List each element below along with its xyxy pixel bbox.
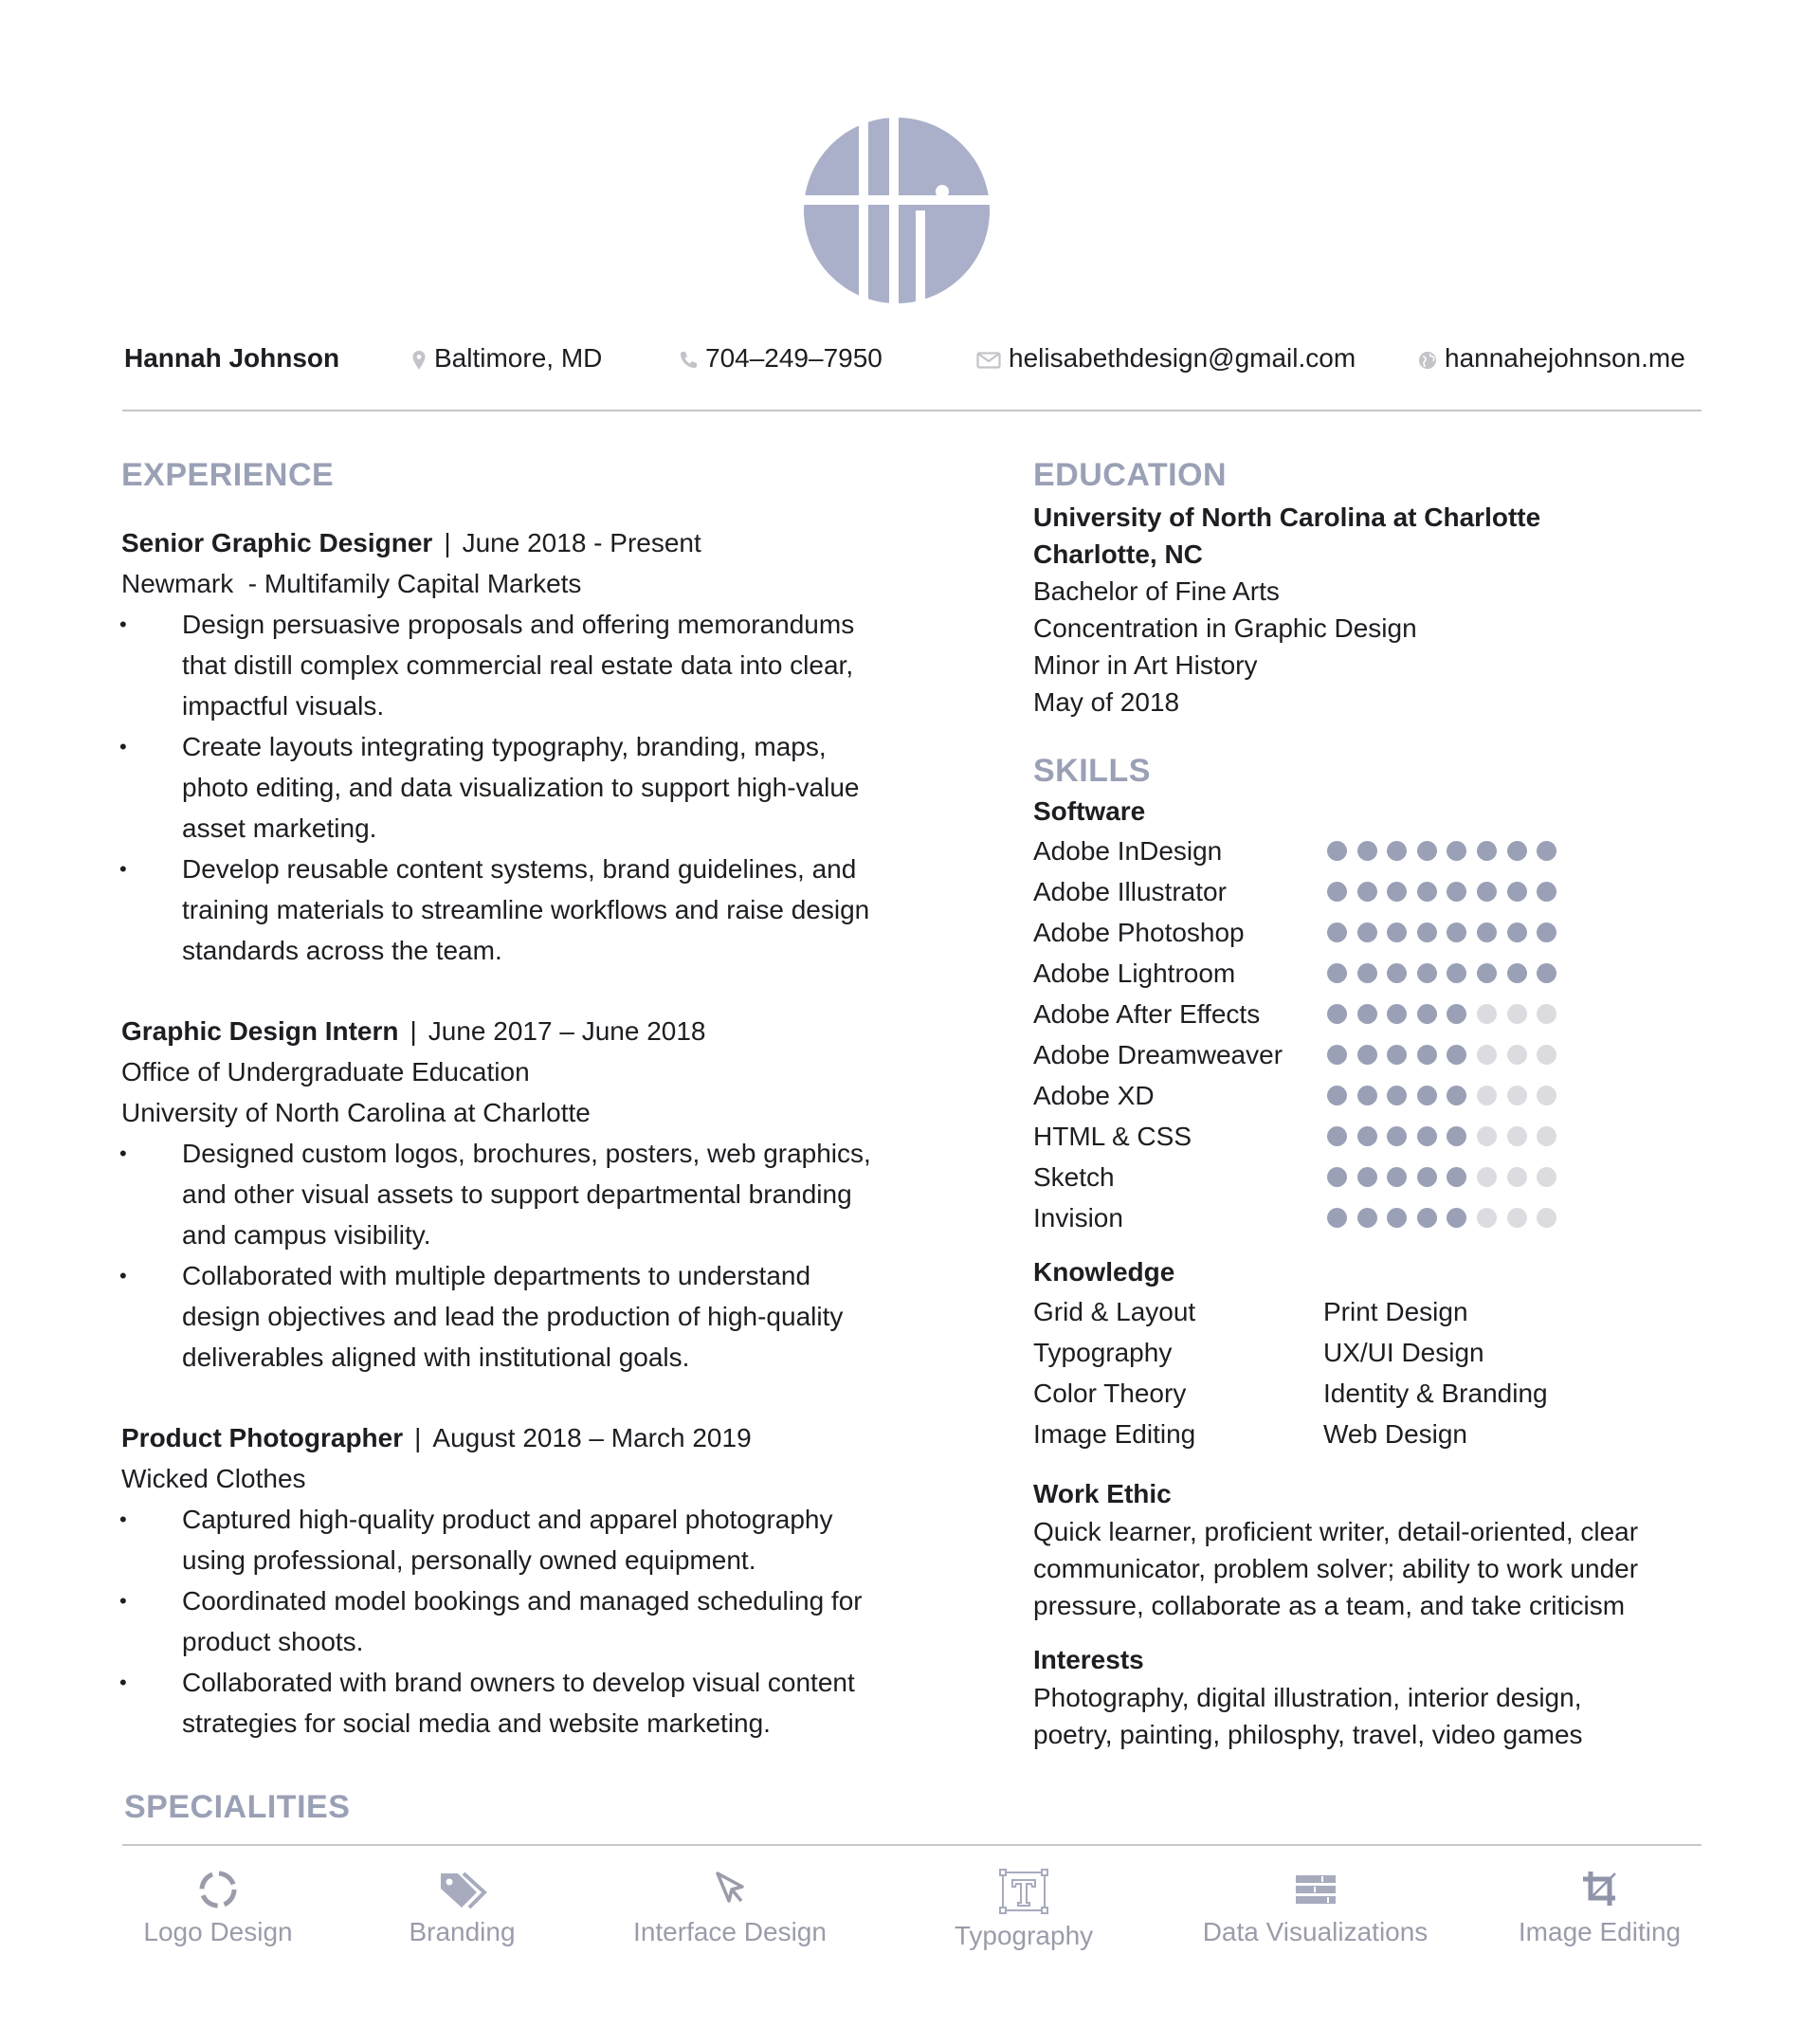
software-row	[1033, 1157, 1716, 1197]
bullet-line: product shoots.	[182, 1627, 364, 1656]
bullet-item	[121, 726, 937, 849]
software-name: Adobe XD	[1033, 1081, 1155, 1110]
knowledge-grid	[1033, 1291, 1716, 1454]
rating-dot-filled	[1387, 963, 1407, 983]
job-title: Senior Graphic Designer	[121, 528, 433, 557]
speciality-label: Logo Design	[143, 1917, 293, 1946]
work-ethic-line: Quick learner, proficient writer, detail-oriented, clear	[1033, 1517, 1639, 1546]
bullet-line: impactful visuals.	[182, 691, 385, 721]
rating-dot-filled	[1357, 922, 1377, 942]
rating-dot-filled	[1417, 1167, 1437, 1187]
software-name: HTML & CSS	[1033, 1122, 1192, 1151]
speciality-label: Branding	[409, 1917, 516, 1946]
contact-location	[411, 343, 602, 374]
rating-dot-empty	[1537, 1086, 1556, 1105]
bullet-line: • Collaborated with brand owners to develop visual content	[182, 1668, 855, 1697]
rating-dot-filled	[1417, 841, 1437, 861]
rating-dot-empty	[1477, 1208, 1497, 1228]
rating-dot-empty	[1537, 1208, 1556, 1228]
contact-name: Hannah Johnson	[124, 343, 340, 373]
knowledge-item: UX/UI Design	[1323, 1338, 1484, 1367]
contact-website	[1418, 343, 1685, 374]
rating-dot-filled	[1387, 841, 1407, 861]
rating-dot-filled	[1357, 963, 1377, 983]
rating-dot-filled	[1417, 1045, 1437, 1065]
rating-dot-filled	[1327, 882, 1347, 902]
rating-dot-filled	[1417, 882, 1437, 902]
skill-rating	[1327, 1197, 1567, 1238]
bullet-line: using professional, personally owned equipment.	[182, 1545, 756, 1575]
contact-phone	[679, 343, 883, 374]
graduation-date: May of 2018	[1033, 687, 1180, 717]
bullet-line: asset marketing.	[182, 813, 377, 843]
rating-dot-filled	[1357, 1004, 1377, 1024]
education-section	[1033, 453, 1716, 721]
bars-icon	[1293, 1868, 1338, 1911]
rating-dot-empty	[1507, 1086, 1527, 1105]
rating-dot-filled	[1357, 1045, 1377, 1065]
experience-section	[121, 453, 937, 1744]
bullet-line: • Captured high-quality product and apparel photography	[182, 1505, 833, 1534]
rating-dot-filled	[1417, 963, 1437, 983]
location-text: Baltimore, MD	[434, 343, 603, 373]
rating-dot-filled	[1387, 1086, 1407, 1105]
work-ethic-line: pressure, collaborate as a team, and take criticism	[1033, 1591, 1626, 1620]
software-name: Adobe Photoshop	[1033, 918, 1245, 947]
speciality-label: Image Editing	[1518, 1917, 1682, 1946]
rating-dot-filled	[1447, 963, 1466, 983]
rating-dot-filled	[1327, 1004, 1347, 1024]
job-dates: August 2018 – March 2019	[432, 1423, 752, 1452]
speciality-label: Data Visualizations	[1202, 1917, 1429, 1946]
rating-dot-filled	[1357, 1086, 1377, 1105]
school-city: Charlotte, NC	[1033, 539, 1203, 569]
location-pin-icon	[411, 350, 427, 371]
bullet-line: strategies for social media and website marketing.	[182, 1708, 771, 1738]
rating-dot-filled	[1447, 1126, 1466, 1146]
rating-dot-filled	[1507, 963, 1527, 983]
job-org: Office of Undergraduate Education	[121, 1057, 530, 1087]
interests-heading: Interests	[1033, 1645, 1144, 1674]
bullet-line: • Develop reusable content systems, brand guidelines, and	[182, 854, 857, 884]
knowledge-item: Grid & Layout	[1033, 1297, 1196, 1326]
rating-dot-empty	[1537, 1045, 1556, 1065]
globe-icon	[1418, 351, 1437, 370]
speciality-label: Typography	[954, 1921, 1094, 1950]
tag-icon	[437, 1868, 488, 1911]
mail-icon	[976, 352, 1001, 369]
interests-text	[1033, 1679, 1697, 1753]
rating-dot-filled	[1387, 1208, 1407, 1228]
rating-dot-filled	[1447, 882, 1466, 902]
speciality-image-editing	[1507, 1868, 1692, 1947]
rating-dot-filled	[1387, 882, 1407, 902]
bullet-item	[121, 1133, 937, 1255]
software-row	[1033, 1197, 1716, 1238]
bullet-item	[121, 604, 937, 726]
email-text[interactable]: helisabethdesign@gmail.com	[1009, 343, 1356, 373]
software-name: Invision	[1033, 1203, 1123, 1233]
skill-rating	[1327, 994, 1567, 1034]
skill-rating	[1327, 1075, 1567, 1116]
rating-dot-empty	[1477, 1167, 1497, 1187]
rating-dot-filled	[1477, 841, 1497, 861]
rating-dot-empty	[1537, 1126, 1556, 1146]
rating-dot-filled	[1477, 963, 1497, 983]
rating-dot-filled	[1417, 1086, 1437, 1105]
software-row	[1033, 1116, 1716, 1157]
skill-rating	[1327, 912, 1567, 953]
software-row	[1033, 953, 1716, 994]
bullet-line: design objectives and lead the production of high-quality	[182, 1302, 844, 1331]
bullet-line: • Collaborated with multiple departments to understand	[182, 1261, 811, 1290]
bullet-line: training materials to streamline workflows and raise design	[182, 895, 870, 924]
crop-icon	[1577, 1868, 1623, 1911]
job-entry	[121, 522, 937, 971]
job-entry	[121, 1011, 937, 1378]
job-title: Graphic Design Intern	[121, 1016, 399, 1046]
rating-dot-filled	[1327, 1126, 1347, 1146]
software-row	[1033, 871, 1716, 912]
bullet-line: that distill complex commercial real estate data into clear,	[182, 650, 854, 680]
rating-dot-empty	[1477, 1086, 1497, 1105]
rating-dot-filled	[1537, 963, 1556, 983]
logo-design-icon	[196, 1868, 240, 1911]
skill-rating	[1327, 1116, 1567, 1157]
school-name: University of North Carolina at Charlotte	[1033, 502, 1541, 532]
software-heading: Software	[1033, 796, 1146, 826]
work-ethic-text	[1033, 1513, 1697, 1624]
contact-email	[976, 343, 1356, 374]
bullet-line: standards across the team.	[182, 936, 502, 965]
knowledge-heading: Knowledge	[1033, 1257, 1175, 1287]
rating-dot-filled	[1327, 1045, 1347, 1065]
rating-dot-filled	[1387, 1045, 1407, 1065]
knowledge-item: Color Theory	[1033, 1379, 1187, 1408]
job-separator: |	[444, 528, 451, 557]
software-name: Sketch	[1033, 1162, 1115, 1192]
job-separator: |	[410, 1016, 417, 1046]
skill-rating	[1327, 953, 1567, 994]
software-name: Adobe Dreamweaver	[1033, 1040, 1283, 1069]
bullet-line: photo editing, and data visualization to support high-value	[182, 773, 860, 802]
skill-rating	[1327, 1034, 1567, 1075]
job-dates: June 2017 – June 2018	[428, 1016, 706, 1046]
bullet-line: • Coordinated model bookings and managed scheduling for	[182, 1586, 863, 1616]
bullet-item	[121, 1580, 937, 1662]
job-bullets	[121, 1133, 937, 1378]
software-name: Adobe Illustrator	[1033, 877, 1227, 906]
rating-dot-filled	[1447, 1208, 1466, 1228]
rating-dot-filled	[1417, 1208, 1437, 1228]
rating-dot-filled	[1477, 922, 1497, 942]
rating-dot-filled	[1327, 841, 1347, 861]
cursor-icon	[708, 1868, 752, 1911]
bullet-line: • Design persuasive proposals and offering memorandums	[182, 610, 855, 639]
type-icon	[998, 1868, 1049, 1915]
monogram-logo	[802, 116, 992, 305]
rating-dot-filled	[1387, 922, 1407, 942]
rating-dot-filled	[1447, 1004, 1466, 1024]
bullet-line: deliverables aligned with institutional goals.	[182, 1342, 690, 1372]
rating-dot-filled	[1477, 882, 1497, 902]
software-name: Adobe After Effects	[1033, 999, 1261, 1029]
rating-dot-filled	[1357, 1167, 1377, 1187]
bullet-line: and other visual assets to support departmental branding	[182, 1179, 852, 1209]
software-row	[1033, 831, 1716, 871]
bullet-item	[121, 1499, 937, 1580]
bullet-item	[121, 1662, 937, 1744]
software-row	[1033, 912, 1716, 953]
rating-dot-filled	[1447, 841, 1466, 861]
education-heading: EDUCATION	[1033, 457, 1228, 493]
rating-dot-filled	[1537, 922, 1556, 942]
rating-dot-filled	[1447, 1167, 1466, 1187]
job-title-line	[121, 522, 937, 563]
knowledge-item: Image Editing	[1033, 1419, 1196, 1449]
rating-dot-filled	[1387, 1167, 1407, 1187]
skill-rating	[1327, 831, 1567, 871]
rating-dot-empty	[1477, 1004, 1497, 1024]
job-title-line	[121, 1417, 937, 1458]
rating-dot-empty	[1537, 1004, 1556, 1024]
rating-dot-filled	[1447, 1045, 1466, 1065]
rating-dot-filled	[1327, 963, 1347, 983]
work-ethic-heading: Work Ethic	[1033, 1479, 1172, 1508]
rating-dot-empty	[1507, 1208, 1527, 1228]
job-org: University of North Carolina at Charlotte	[121, 1098, 591, 1127]
knowledge-item: Typography	[1033, 1338, 1173, 1367]
rating-dot-filled	[1447, 922, 1466, 942]
rating-dot-empty	[1477, 1045, 1497, 1065]
rating-dot-filled	[1357, 1126, 1377, 1146]
interests-line: poetry, painting, philosphy, travel, video games	[1033, 1720, 1583, 1749]
job-org: Newmark - Multifamily Capital Markets	[121, 569, 582, 598]
bullet-line: and campus visibility.	[182, 1220, 431, 1250]
rating-dot-filled	[1507, 841, 1527, 861]
rating-dot-empty	[1507, 1126, 1527, 1146]
bullet-line: • Designed custom logos, brochures, posters, web graphics,	[182, 1139, 871, 1168]
speciality-label: Interface Design	[633, 1917, 827, 1946]
rating-dot-filled	[1417, 922, 1437, 942]
header-divider	[122, 410, 1702, 411]
bullet-item	[121, 849, 937, 971]
skill-rating	[1327, 871, 1567, 912]
rating-dot-filled	[1327, 1086, 1347, 1105]
rating-dot-empty	[1477, 1126, 1497, 1146]
phone-icon	[679, 351, 698, 370]
skills-heading: SKILLS	[1033, 753, 1151, 789]
rating-dot-filled	[1417, 1004, 1437, 1024]
job-title-line	[121, 1011, 937, 1051]
rating-dot-filled	[1507, 882, 1527, 902]
rating-dot-filled	[1357, 882, 1377, 902]
job-entry	[121, 1417, 937, 1744]
rating-dot-filled	[1327, 922, 1347, 942]
speciality-interface-design	[626, 1868, 834, 1947]
specialities-divider	[122, 1844, 1702, 1846]
specialities-heading: SPECIALITIES	[124, 1789, 351, 1825]
job-title: Product Photographer	[121, 1423, 404, 1452]
knowledge-item: Print Design	[1323, 1297, 1468, 1326]
rating-dot-filled	[1387, 1004, 1407, 1024]
rating-dot-empty	[1537, 1167, 1556, 1187]
job-bullets	[121, 604, 937, 971]
concentration: Concentration in Graphic Design	[1033, 613, 1417, 643]
rating-dot-filled	[1537, 882, 1556, 902]
bullet-item	[121, 1255, 937, 1378]
rating-dot-empty	[1507, 1167, 1527, 1187]
speciality-logo-design	[133, 1868, 303, 1947]
degree: Bachelor of Fine Arts	[1033, 576, 1280, 606]
rating-dot-empty	[1507, 1004, 1527, 1024]
rating-dot-filled	[1387, 1126, 1407, 1146]
job-org: Wicked Clothes	[121, 1464, 306, 1493]
software-name: Adobe InDesign	[1033, 836, 1223, 866]
bullet-line: • Create layouts integrating typography, branding, maps,	[182, 732, 827, 761]
skills-section	[1033, 749, 1716, 1753]
rating-dot-filled	[1447, 1086, 1466, 1105]
software-list	[1033, 831, 1716, 1238]
speciality-branding	[384, 1868, 540, 1947]
rating-dot-filled	[1357, 1208, 1377, 1228]
website-text[interactable]: hannahejohnson.me	[1445, 343, 1685, 373]
job-dates: June 2018 - Present	[462, 528, 701, 557]
phone-text[interactable]: 704–249–7950	[705, 343, 883, 373]
rating-dot-filled	[1357, 841, 1377, 861]
work-ethic-line: communicator, problem solver; ability to work under	[1033, 1554, 1639, 1583]
rating-dot-filled	[1537, 841, 1556, 861]
software-row	[1033, 994, 1716, 1034]
knowledge-item: Identity & Branding	[1323, 1379, 1548, 1408]
skill-rating	[1327, 1157, 1567, 1197]
rating-dot-empty	[1507, 1045, 1527, 1065]
software-row	[1033, 1034, 1716, 1075]
rating-dot-filled	[1417, 1126, 1437, 1146]
software-row	[1033, 1075, 1716, 1116]
speciality-typography	[948, 1868, 1100, 1951]
software-name: Adobe Lightroom	[1033, 959, 1236, 988]
rating-dot-filled	[1327, 1208, 1347, 1228]
interests-line: Photography, digital illustration, interior design,	[1033, 1683, 1582, 1712]
knowledge-item: Web Design	[1323, 1419, 1468, 1449]
rating-dot-filled	[1327, 1167, 1347, 1187]
minor: Minor in Art History	[1033, 650, 1258, 680]
rating-dot-filled	[1507, 922, 1527, 942]
job-bullets	[121, 1499, 937, 1744]
speciality-data-visualizations	[1194, 1868, 1436, 1947]
experience-heading: EXPERIENCE	[121, 457, 335, 493]
job-separator: |	[414, 1423, 422, 1452]
